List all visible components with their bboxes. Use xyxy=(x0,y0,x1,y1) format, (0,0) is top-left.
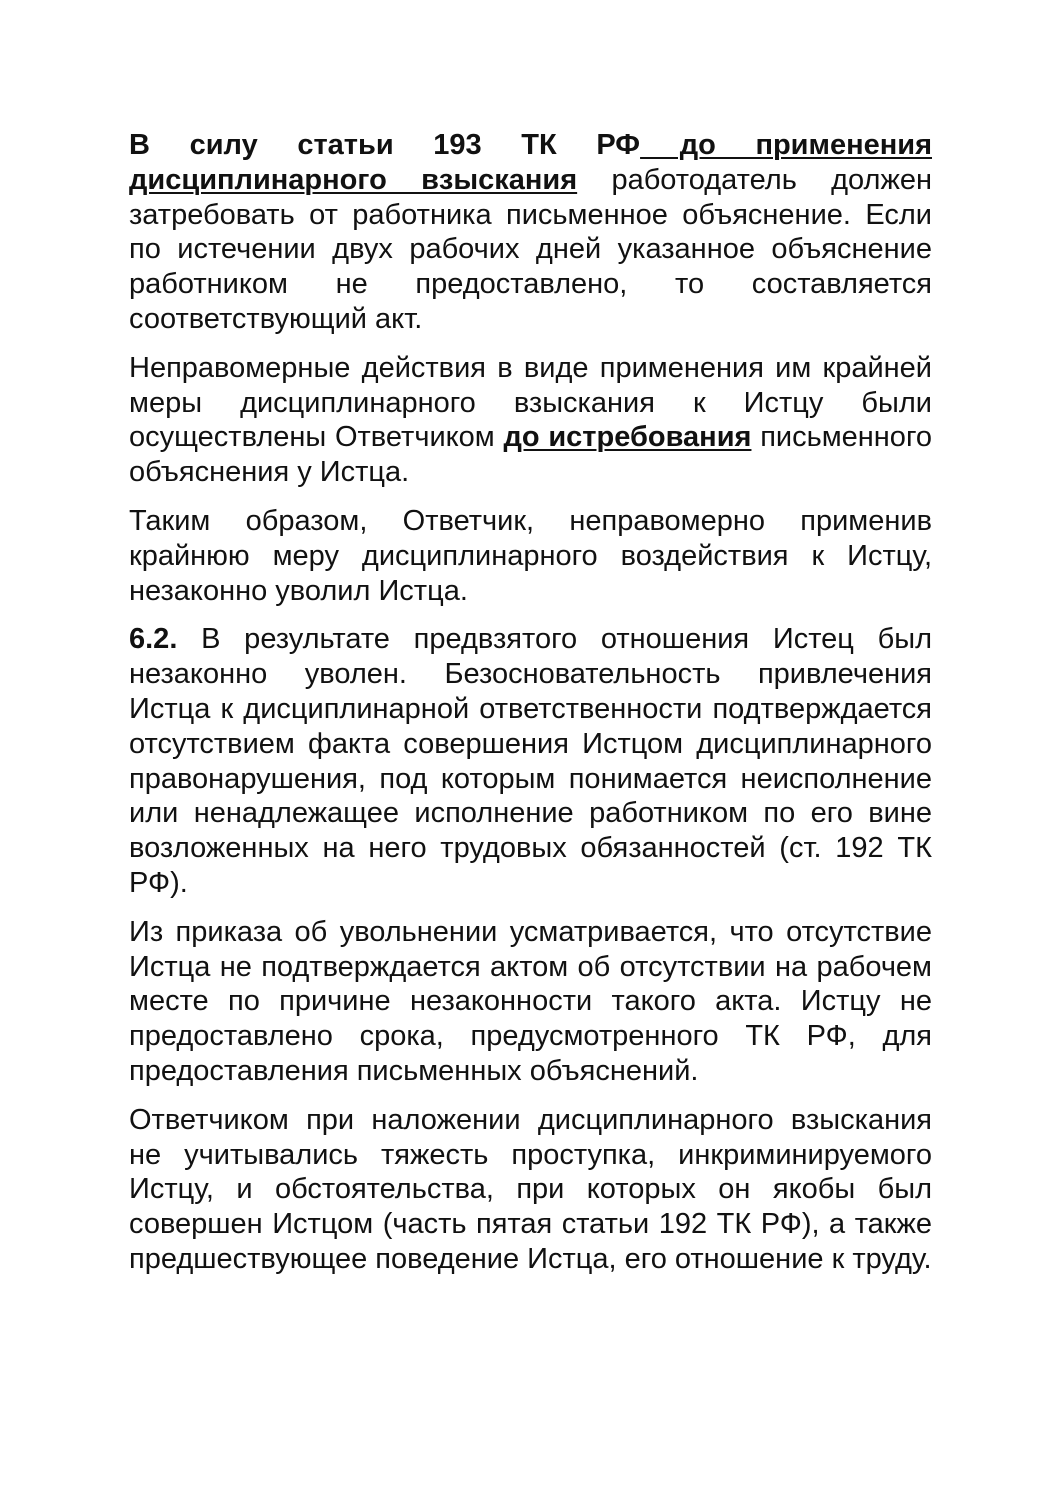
paragraph-emphasis: до истребования xyxy=(503,421,752,454)
paragraph-text: Таким образом, Ответчик, неправомерно применив крайнюю меру дисциплинарного воздействия к Истцу, незаконно уволил Истца. xyxy=(129,504,932,607)
paragraph-emphasis: до применения дисциплинарного взыскания xyxy=(129,129,932,196)
paragraph-article-193 xyxy=(129,128,932,337)
paragraph-severity xyxy=(129,1103,932,1277)
paragraph-text: Неправомерные действия в виде применения им крайней меры дисциплинарного взыскания к Истцу были осуществлены Ответчиком xyxy=(129,351,932,454)
document-body xyxy=(129,128,932,1277)
paragraph-text: Из приказа об увольнении усматривается, что отсутствие Истца не подтверждается актом об отсутствии на рабочем месте по причине незаконности такого акта. Истцу не предоставлено срока, предусмотренного ТК РФ, для предоставления письменных объяснений. xyxy=(129,915,932,1087)
paragraph-text: В результате предвзятого отношения Истец был незаконно уволен. Безосновательность привлечения Истца к дисциплинарной ответственности подтверждается отсутствием факта совершения Истцом дисциплинарного правонарушения, под которым понимается неисполнение или ненадлежащее исполнение работником по его вине возложенных на него трудовых обязанностей (ст. 192 ТК РФ). xyxy=(129,623,932,899)
paragraph-section-6-2 xyxy=(129,622,932,900)
paragraph-lead-bold: В силу статьи 193 ТК РФ xyxy=(129,129,641,161)
paragraph-text: Ответчиком при наложении дисциплинарного взыскания не учитывались тяжесть проступка, инкриминируемого Истцу, и обстоятельства, при которых он якобы был совершен Истцом (часть пятая статьи 192 ТК РФ), а также предшествующее поведение Истца, его отношение к труду. xyxy=(129,1103,932,1275)
paragraph-conclusion xyxy=(129,504,932,608)
section-number: 6.2. xyxy=(129,623,178,656)
paragraph-dismissal-order xyxy=(129,915,932,1089)
paragraph-text: работодатель должен затребовать от работника письменное объяснение. Если по истечении двух рабочих дней указанное объяснение работником не предоставлено, то составляется соответствующий акт. xyxy=(129,163,932,335)
paragraph-unlawful-actions xyxy=(129,351,932,490)
paragraph-text: письменного объяснения у Истца. xyxy=(129,421,933,489)
